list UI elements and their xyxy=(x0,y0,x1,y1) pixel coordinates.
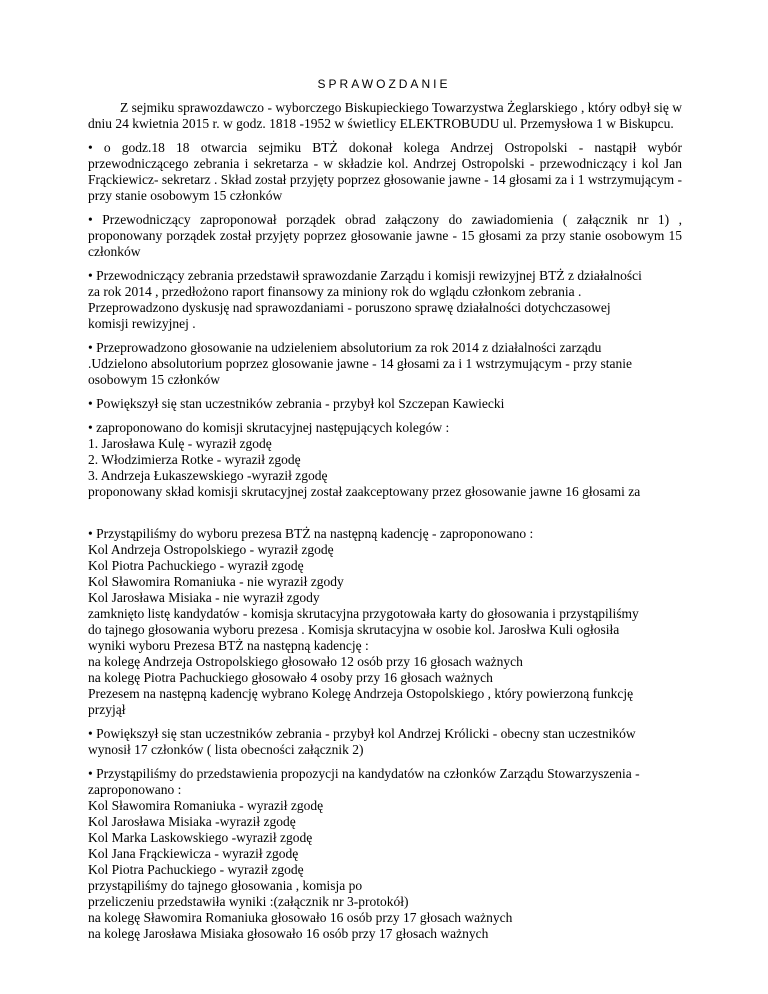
text-line: Prezesem na następną kadencję wybrano Kolegę Andrzeja Ostopolskiego , który powierzoną funkcję xyxy=(88,686,634,701)
paragraph-president-election xyxy=(88,526,682,718)
text-line: zamknięto listę kandydatów - komisja skrutacyjna przygotowała karty do głosowania i przystąpiliśmy xyxy=(88,606,639,621)
paragraph-absolutorium xyxy=(88,340,682,388)
paragraph-opening: • o godz.18 18 otwarcia sejmiku BTŻ dokonał kolega Andrzej Ostropolski - nastąpił wybór przewodniczącego zebrania i sekretarza - w składzie kol. Andrzej Ostropolski - przewodniczący i kol Jan Frąckiewicz- sekretarz . Skład został przyjęty poprzez głosowanie jawne - 14 głosami za i 1 wstrzymującym - przy stanie osobowym 15 członków xyxy=(88,140,682,203)
spacer xyxy=(88,508,682,526)
text-line: wynosił 17 członków ( lista obecności załącznik 2) xyxy=(88,742,364,757)
paragraph-agenda: • Przewodniczący zaproponował porządek obrad załączony do zawiadomienia ( załącznik nr 1) , proponowany porządek został przyjęty poprzez głosowanie jawne - 15 głosami za przy stanie osobowym 15 członków xyxy=(88,212,682,259)
text-line: • zaproponowano do komisji skrutacyjnej następujących kolegów : xyxy=(88,420,450,435)
text-line: na kolegę Piotra Pachuckiego głosowało 4 osoby przy 16 głosach ważnych xyxy=(88,670,493,685)
text-line: • Przewodniczący zebrania przedstawił sprawozdanie Zarządu i komisji rewizyjnej BTŻ z działalności xyxy=(88,268,642,283)
text-line: przeliczeniu przedstawiła wyniki :(załącznik nr 3-protokół) xyxy=(88,894,409,909)
text-line: za rok 2014 , przedłożono raport finansowy za miniony rok do wglądu członkom zebrania . xyxy=(88,284,582,299)
text-line: • Przeprowadzono głosowanie na udzieleniem absolutorium za rok 2014 z działalności zarządu xyxy=(88,340,602,355)
intro-paragraph: Z sejmiku sprawozdawczo - wyborczego Biskupieckiego Towarzystwa Żeglarskiego , który odbył się w dniu 24 kwietnia 2015 r. w godz. 1818 -1952 w świetlicy ELEKTROBUDU ul. Przemysłowa 1 w Biskupcu. xyxy=(88,100,682,131)
document-title: SPRAWOZDANIE xyxy=(317,77,451,91)
text-line: 1. Jarosława Kulę - wyraził zgodę xyxy=(88,436,272,451)
text-line: Kol Piotra Pachuckiego - wyraził zgodę xyxy=(88,558,304,573)
text-line: 2. Włodzimierza Rotke - wyraził zgodę xyxy=(88,452,301,467)
paragraph-board-election xyxy=(88,766,682,942)
text-line: .Udzielono absolutorium poprzez glosowanie jawne - 14 głosami za i 1 wstrzymującym - przy stanie xyxy=(88,356,632,371)
text-line: na kolegę Andrzeja Ostropolskiego głosowało 12 osób przy 16 głosach ważnych xyxy=(88,654,523,669)
text-line: przystąpiliśmy do tajnego głosowania , komisja po xyxy=(88,878,363,893)
text-line: • Przystąpiliśmy do wyboru prezesa BTŻ na następną kadencję - zaproponowano : xyxy=(88,526,534,541)
text-line: proponowany skład komisji skrutacyjnej został zaakceptowany przez głosowanie jawne 16 głosami za xyxy=(88,484,641,499)
text-line: wyniki wyboru Prezesa BTŻ na następną kadencję : xyxy=(88,638,369,653)
text-line: Kol Piotra Pachuckiego - wyraził zgodę xyxy=(88,862,304,877)
text-line: przyjął xyxy=(88,702,126,717)
document-body xyxy=(88,100,682,950)
text-line: 3. Andrzeja Łukaszewskiego -wyraził zgodę xyxy=(88,468,328,483)
paragraph-reports xyxy=(88,268,682,332)
text-line: komisji rewizyjnej . xyxy=(88,316,196,331)
text-line: do tajnego głosowania wyboru prezesa . Komisja skrutacyjna w osobie kol. Jarosłwa Kuli ogłosiła xyxy=(88,622,620,637)
text-line: zaproponowano : xyxy=(88,782,182,797)
paragraph-attendance-1 xyxy=(88,396,682,412)
text-line: Kol Sławomira Romaniuka - nie wyraził zgody xyxy=(88,574,344,589)
text-line: Kol Marka Laskowskiego -wyraził zgodę xyxy=(88,830,313,845)
text-line: osobowym 15 członków xyxy=(88,372,220,387)
text-line: Przeprowadzono dyskusję nad sprawozdaniami - poruszono sprawę działalności dotychczasowej xyxy=(88,300,611,315)
text-line: • Powiększył się stan uczestników zebrania - przybył kol Szczepan Kawiecki xyxy=(88,396,505,411)
text-line: Kol Jana Frąckiewicza - wyraził zgodę xyxy=(88,846,299,861)
text-line: • Powiększył się stan uczestników zebrania - przybył kol Andrzej Królicki - obecny stan uczestników xyxy=(88,726,636,741)
text-line: na kolegę Jarosława Misiaka głosowało 16 osób przy 17 głosach ważnych xyxy=(88,926,489,941)
paragraph-attendance-2 xyxy=(88,726,682,758)
text-line: Kol Andrzeja Ostropolskiego - wyraził zgodę xyxy=(88,542,334,557)
text-line: Kol Jarosława Misiaka - nie wyraził zgody xyxy=(88,590,320,605)
paragraph-scrutiny-committee xyxy=(88,420,682,500)
text-line: Kol Sławomira Romaniuka - wyraził zgodę xyxy=(88,798,324,813)
text-line: • Przystąpiliśmy do przedstawienia propozycji na kandydatów na członków Zarządu Stowarzyszenia - xyxy=(88,766,640,781)
text-line: na kolegę Sławomira Romaniuka głosowało 16 osób przy 17 głosach ważnych xyxy=(88,910,513,925)
text-line: Kol Jarosława Misiaka -wyraził zgodę xyxy=(88,814,296,829)
